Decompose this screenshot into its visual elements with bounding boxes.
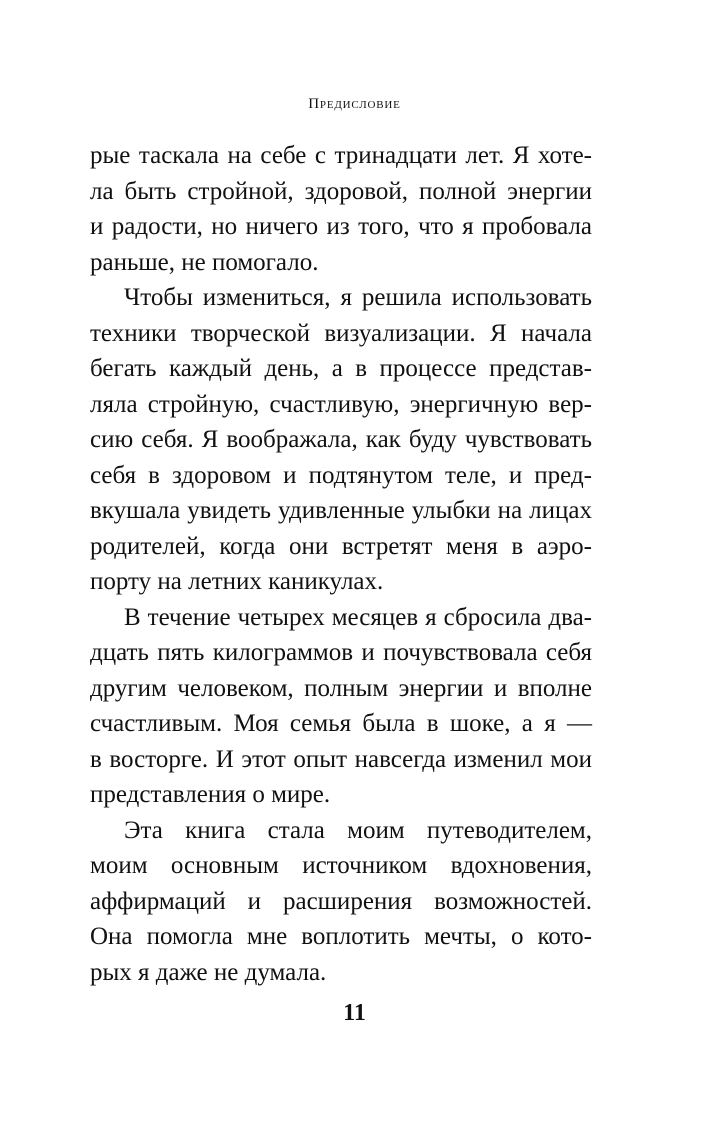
text-line: себя в здоровом и подтянутом теле, и пред- xyxy=(90,461,592,489)
text-line: Она помогла мне воплотить мечты, о кото- xyxy=(90,923,592,950)
page-number: 11 xyxy=(343,1000,366,1026)
text-line: дцать пять килограммов и почувствовала себя xyxy=(90,639,592,666)
text-line: родителей, когда они встретят меня в аэро- xyxy=(90,532,592,560)
text-line: Эта книга стала моим путеводителем, xyxy=(124,816,592,844)
text-line: порту на летних каникулах. xyxy=(90,568,384,595)
text-line: представления о мире. xyxy=(90,781,331,808)
text-line: бегать каждый день, а в процессе представ- xyxy=(90,355,592,382)
text-line: в восторге. И этот опыт навсегда изменил мои xyxy=(90,745,592,773)
text-line: рые таскала на себе с тринадцати лет. Я хоте- xyxy=(90,142,592,169)
text-line: и радости, но ничего из того, что я пробовала xyxy=(90,213,592,240)
body-text xyxy=(90,138,592,990)
text-line: ляла стройную, счастливую, энергичную вер- xyxy=(90,390,592,418)
text-line: аффирмаций и расширения возможностей. xyxy=(90,887,592,915)
text-line: счастливым. Моя семья была в шоке, а я — xyxy=(90,710,592,737)
text-line: другим человеком, полным энергии и вполне xyxy=(90,674,592,702)
running-head: Предисловие xyxy=(308,96,401,112)
text-line: В течение четырех месяцев я сбросила два- xyxy=(124,603,592,631)
text-line: моим основным источником вдохновения, xyxy=(90,852,592,879)
text-line: сию себя. Я воображала, как буду чувствовать xyxy=(90,426,592,453)
text-line: вкушала увидеть удивленные улыбки на лицах xyxy=(90,497,592,524)
text-line: раньше, не помогало. xyxy=(90,248,319,276)
text-line: рых я даже не думала. xyxy=(90,958,327,986)
text-line: техники творческой визуализации. Я начала xyxy=(90,319,592,347)
text-line: Чтобы измениться, я решила использовать xyxy=(124,284,592,311)
text-line: ла быть стройной, здоровой, полной энергии xyxy=(90,177,592,205)
